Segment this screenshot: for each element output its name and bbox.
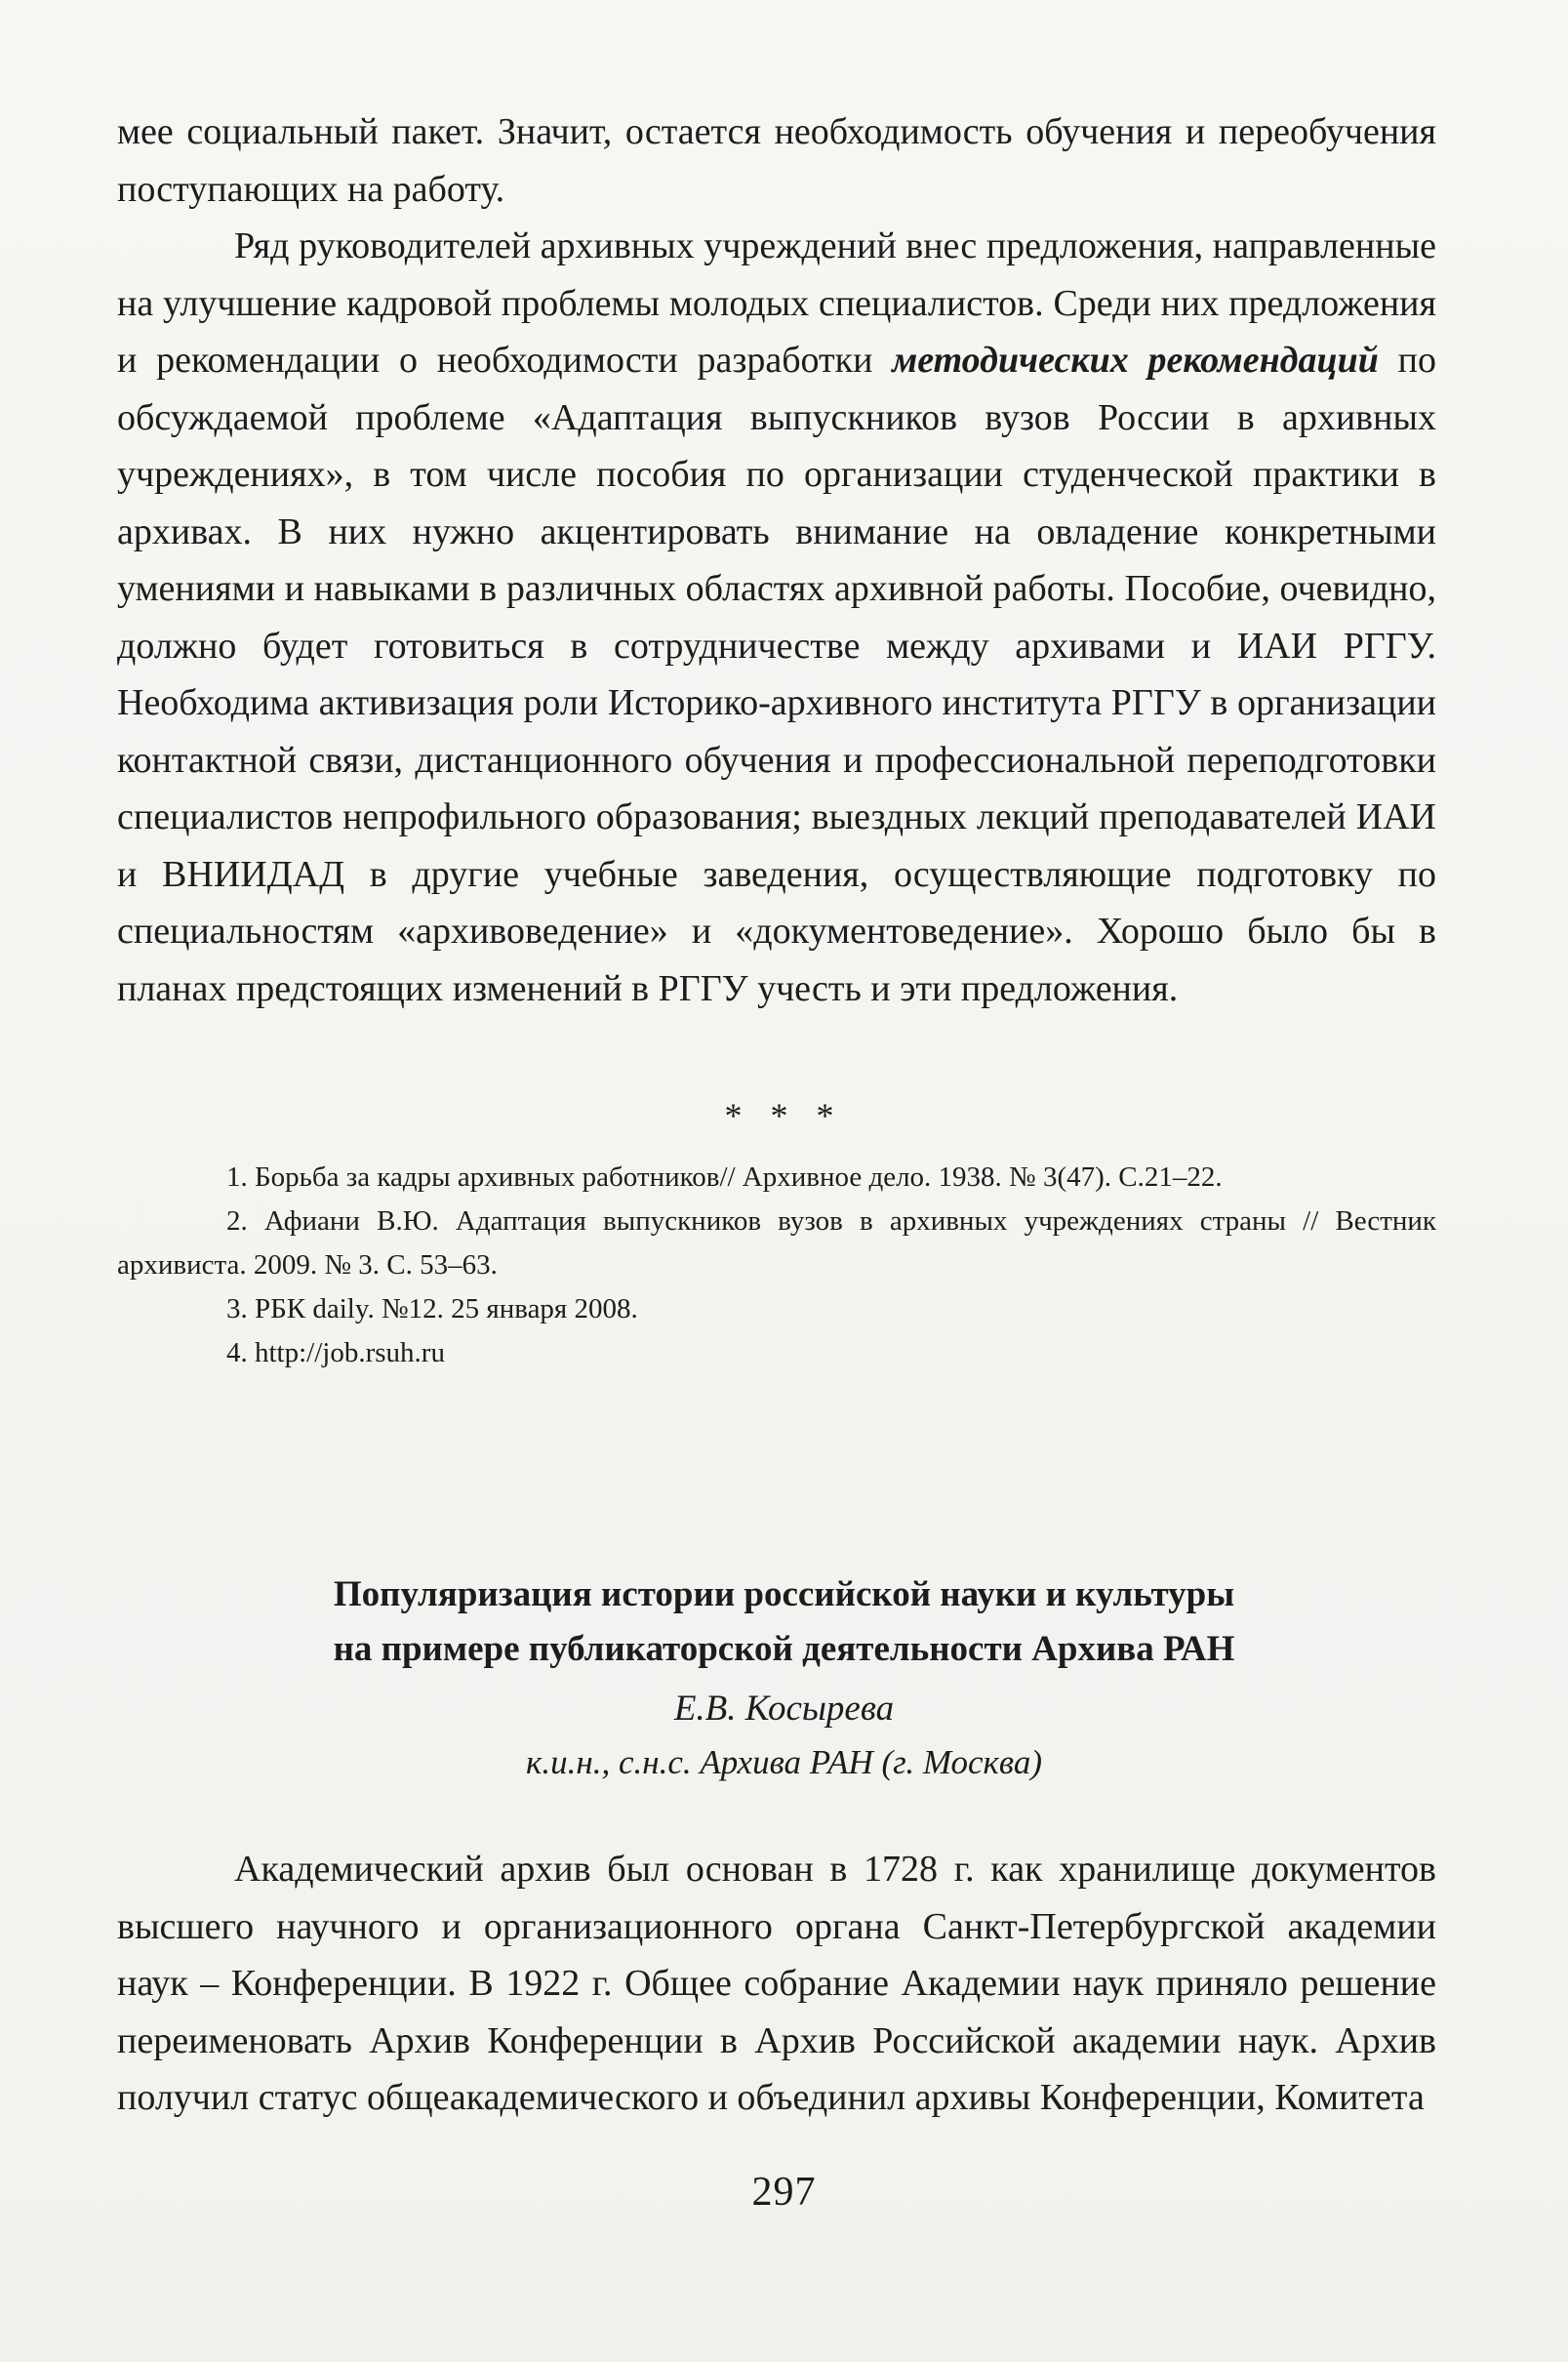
article-body <box>117 1841 1436 2127</box>
paragraph-continuation: мее социальный пакет. Значит, остается необходимость обучения и переобучения поступающих на работу. <box>117 111 1436 210</box>
article-first-paragraph: Академический архив был основан в 1728 г. как хранилище документов высшего научного и организационного органа Санкт-Петербургской академии наук – Конференции. В 1922 г. Общее собрание Академии наук приняло решение переименовать Архив Конференции в Архив Российской академии наук. Архив получил статус общеакадемического и объединил архивы Конференции, Комитета <box>117 1849 1436 2118</box>
article-title-line-2: на примере публикаторской деятельности Архива РАН <box>333 1629 1235 1669</box>
footnote-3: 3. РБК daily. №12. 25 января 2008. <box>226 1293 638 1324</box>
page-number: 297 <box>751 2170 817 2215</box>
section-separator: * * * <box>724 1096 844 1135</box>
paragraph-proposals-before: Ряд руководителей архивных учреждений внес предложения, направленные на улучшение кадровой проблемы молодых специалистов. Среди них предложения и рекомендации о необходимости разработки <box>117 225 1436 381</box>
article-affiliation: к.и.н., с.н.с. Архива РАН (г. Москва) <box>525 1743 1043 1781</box>
paragraph-proposals <box>117 218 1436 1017</box>
footnote-1: 1. Борьба за кадры архивных работников// Архивное дело. 1938. № 3(47). С.21–22. <box>226 1161 1223 1193</box>
article-author: Е.В. Косырева <box>673 1689 895 1729</box>
paragraph-proposals-after: по обсуждаемой проблеме «Адаптация выпускников вузов России в архивных учреждениях», в том числе пособия по организации студенческой практики в архивах. В них нужно акцентировать внимание на овладение конкретными умениями и навыками в различных областях архивной работы. Пособие, очевидно, должно будет готовиться в сотрудничестве между архивами и ИАИ РГГУ. Необходима активизация роли Историко-архивного института РГГУ в организации контактной связи, дистанционного обучения и профессиональной переподготовки специалистов непрофильного образования; выездных лекций преподавателей ИАИ и ВНИИДАД в другие учебные заведения, осуществляющие подготовку по специальностям «архивоведение» и «документоведение». Хорошо было бы в планах предстоящих изменений в РГГУ учесть и эти предложения. <box>117 340 1436 1009</box>
footnotes <box>117 1156 1436 1375</box>
footnote-4: 4. http://job.rsuh.ru <box>226 1337 445 1368</box>
footnote-2: 2. Афиани В.Ю. Адаптация выпускников вузов в архивных учреждениях страны // Вестник архивиста. 2009. № 3. С. 53–63. <box>117 1205 1436 1281</box>
emphasis-methodical-recommendations: методических рекомендаций <box>892 340 1379 381</box>
top-text <box>117 103 1436 1017</box>
article-title-line-1: Популяризация истории российской науки и культуры <box>333 1574 1235 1614</box>
